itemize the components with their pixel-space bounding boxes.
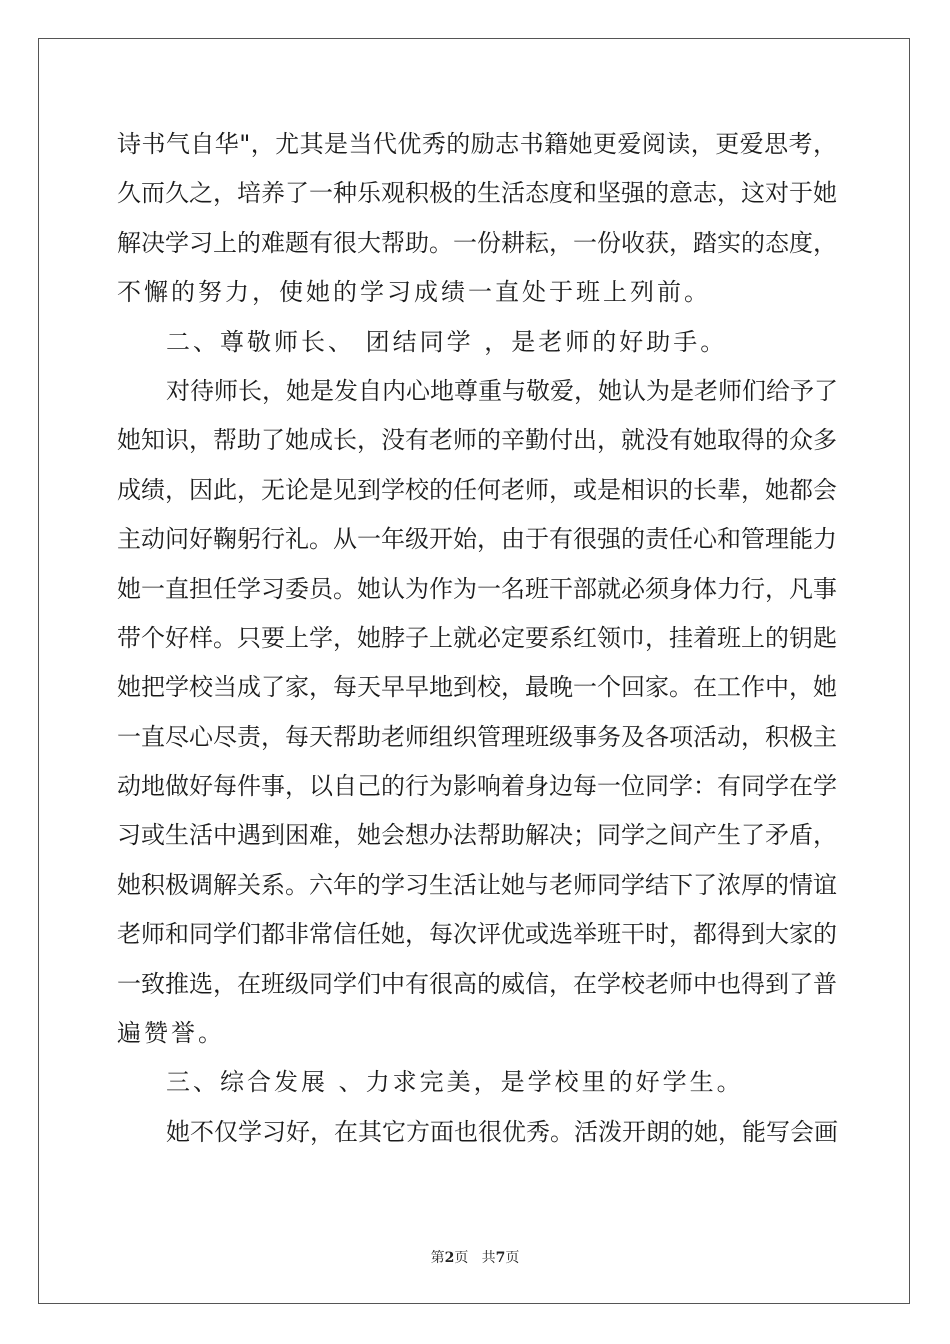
text-line: 不懈的努力，使她的学习成绩一直处于班上列前。 [117,278,711,307]
text-line: 一致推选，在班级同学们中有很高的威信，在学校老师中也得到了普 [117,969,837,998]
page-footer [0,1247,950,1267]
text-line: 二、尊敬师长、 团结同学 ，是老师的好助手。 [166,327,728,356]
text-line: 解决学习上的难题有很大帮助。一份耕耘，一份收获，踏实的态度， [117,228,837,257]
text-line: 老师和同学们都非常信任她，每次评优或选举班干时，都得到大家的 [117,920,837,949]
text-line: 带个好样。只要上学，她脖子上就必定要系红领巾，挂着班上的钥匙 [117,623,837,652]
text-line: 久而久之，培养了一种乐观积极的生活态度和坚强的意志，这对于她 [117,179,837,208]
footer-page-number: 2 [444,1250,455,1266]
text-line: 成绩，因此，无论是见到学校的任何老师，或是相识的长辈，她都会 [117,475,837,504]
text-line: 一直尽心尽责，每天帮助老师组织管理班级事务及各项活动，积极主 [117,722,837,751]
text-line: 动地做好每件事，以自己的行为影响着身边每一位同学：有同学在学 [117,772,837,801]
text-line: 对待师长，她是发自内心地尊重与敬爱，她认为是老师们给予了 [166,376,838,405]
text-line: 习或生活中遇到困难，她会想办法帮助解决；同学之间产生了矛盾， [117,821,837,850]
footer-prefix: 第 [430,1250,445,1266]
text-line: 诗书气自华"，尤其是当代优秀的励志书籍她更爱阅读，更爱思考， [117,130,837,158]
document-body [117,124,837,1161]
footer-total-pages: 7 [495,1250,506,1266]
text-line: 遍赞誉。 [117,1019,225,1048]
text-line: 她积极调解关系。六年的学习生活让她与老师同学结下了浓厚的情谊 [117,870,837,899]
text-line: 三、综合发展 、力求完美，是学校里的好学生。 [166,1068,744,1097]
footer-total-prefix: 共 [481,1250,496,1266]
text-line: 她一直担任学习委员。她认为作为一名班干部就必须身体力行，凡事 [117,574,837,603]
text-line: 她知识，帮助了她成长，没有老师的辛勤付出，就没有她取得的众多 [117,426,837,455]
footer-page-unit: 页 [454,1250,469,1266]
text-line: 主动问好鞠躬行礼。从一年级开始，由于有很强的责任心和管理能力 [117,525,837,554]
footer-total-unit: 页 [505,1250,520,1266]
text-line: 她把学校当成了家，每天早早地到校，最晚一个回家。在工作中，她 [117,673,837,702]
text-line: 她不仅学习好，在其它方面也很优秀。活泼开朗的她，能写会画 [166,1117,838,1146]
